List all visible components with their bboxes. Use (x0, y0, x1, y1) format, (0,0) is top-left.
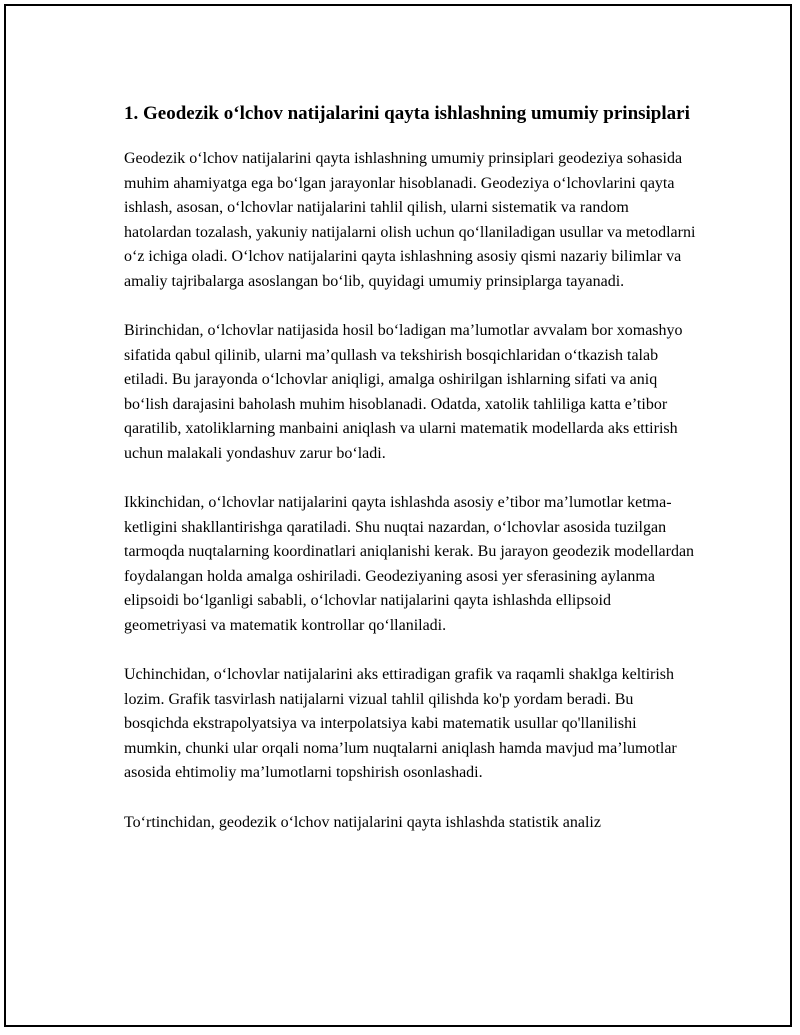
section-heading: 1. Geodezik o‘lchov natijalarini qayta ishlashning umumiy prinsiplari (124, 103, 690, 124)
page-frame (4, 4, 792, 1027)
paragraph-fourth: To‘rtinchidan, geodezik o‘lchov natijalarini qayta ishlashda statistik analiz (124, 813, 601, 831)
paragraph-second: Ikkinchidan, o‘lchovlar natijalarini qayta ishlashda asosiy e’tibor ma’lumotlar ketma-ketligini shakllantirishga qaratiladi. Shu nuqtai nazardan, o‘lchovlar asosida tuzilgan tarmoqda nuqtalarning koordinatlari aniqlanishi kerak. Bu jarayon geodezik modellardan foydalangan holda amalga oshiriladi. Geodeziyaning asosi yer sferasining aylanma elipsoidi bo‘lganligi sababli, o‘lchovlar natijalarini qayta ishlashda ellipsoid geometriyasi va matematik kontrollar qo‘llaniladi. (124, 494, 695, 634)
document-body (124, 100, 696, 860)
paragraph-third: Uchinchidan, o‘lchovlar natijalarini aks ettiradigan grafik va raqamli shaklga keltirish lozim. Grafik tasvirlash natijalarni vizual tahlil qilishda ko'p yordam beradi. Bu bosqichda ekstrapolyatsiya va interpolatsiya kabi matematik usullar qo'llanilishi mumkin, chunki ular orqali noma’lum nuqtalarni aniqlash hamda mavjud ma’lumotlar asosida ehtimoliy ma’lumotlarni topshirish osonlashadi. (124, 666, 677, 781)
paragraph-first: Birinchidan, o‘lchovlar natijasida hosil bo‘ladigan ma’lumotlar avvalam bor xomashyo sifatida qabul qilinib, ularni ma’qullash va tekshirish bosqichlaridan o‘tkazish talab etiladi. Bu jarayonda o‘lchovlar aniqligi, amalga oshirilgan ishlarning sifati va aniq bo‘lish darajasini baholash muhim hisoblanadi. Odatda, xatolik tahliliga katta e’tibor qaratilib, xatoliklarning manbaini aniqlash va ularni matematik modellarda aks ettirish uchun malakali yondashuv zarur bo‘ladi. (124, 322, 683, 462)
paragraph-intro: Geodezik o‘lchov natijalarini qayta ishlashning umumiy prinsiplari geodeziya sohasida muhim ahamiyatga ega bo‘lgan jarayonlar hisoblanadi. Geodeziya o‘lchovlarini qayta ishlash, asosan, o‘lchovlar natijalarini tahlil qilish, ularni sistematik va random hatolardan tozalash, yakuniy natijalarni olish uchun qo‘llaniladigan usullar va metodlarni o‘z ichiga oladi. O‘lchov natijalarini qayta ishlashning asosiy qismi nazariy bilimlar va amaliy tajribalarga asoslangan bo‘lib, quyidagi umumiy prinsiplarga tayanadi. (124, 150, 696, 290)
